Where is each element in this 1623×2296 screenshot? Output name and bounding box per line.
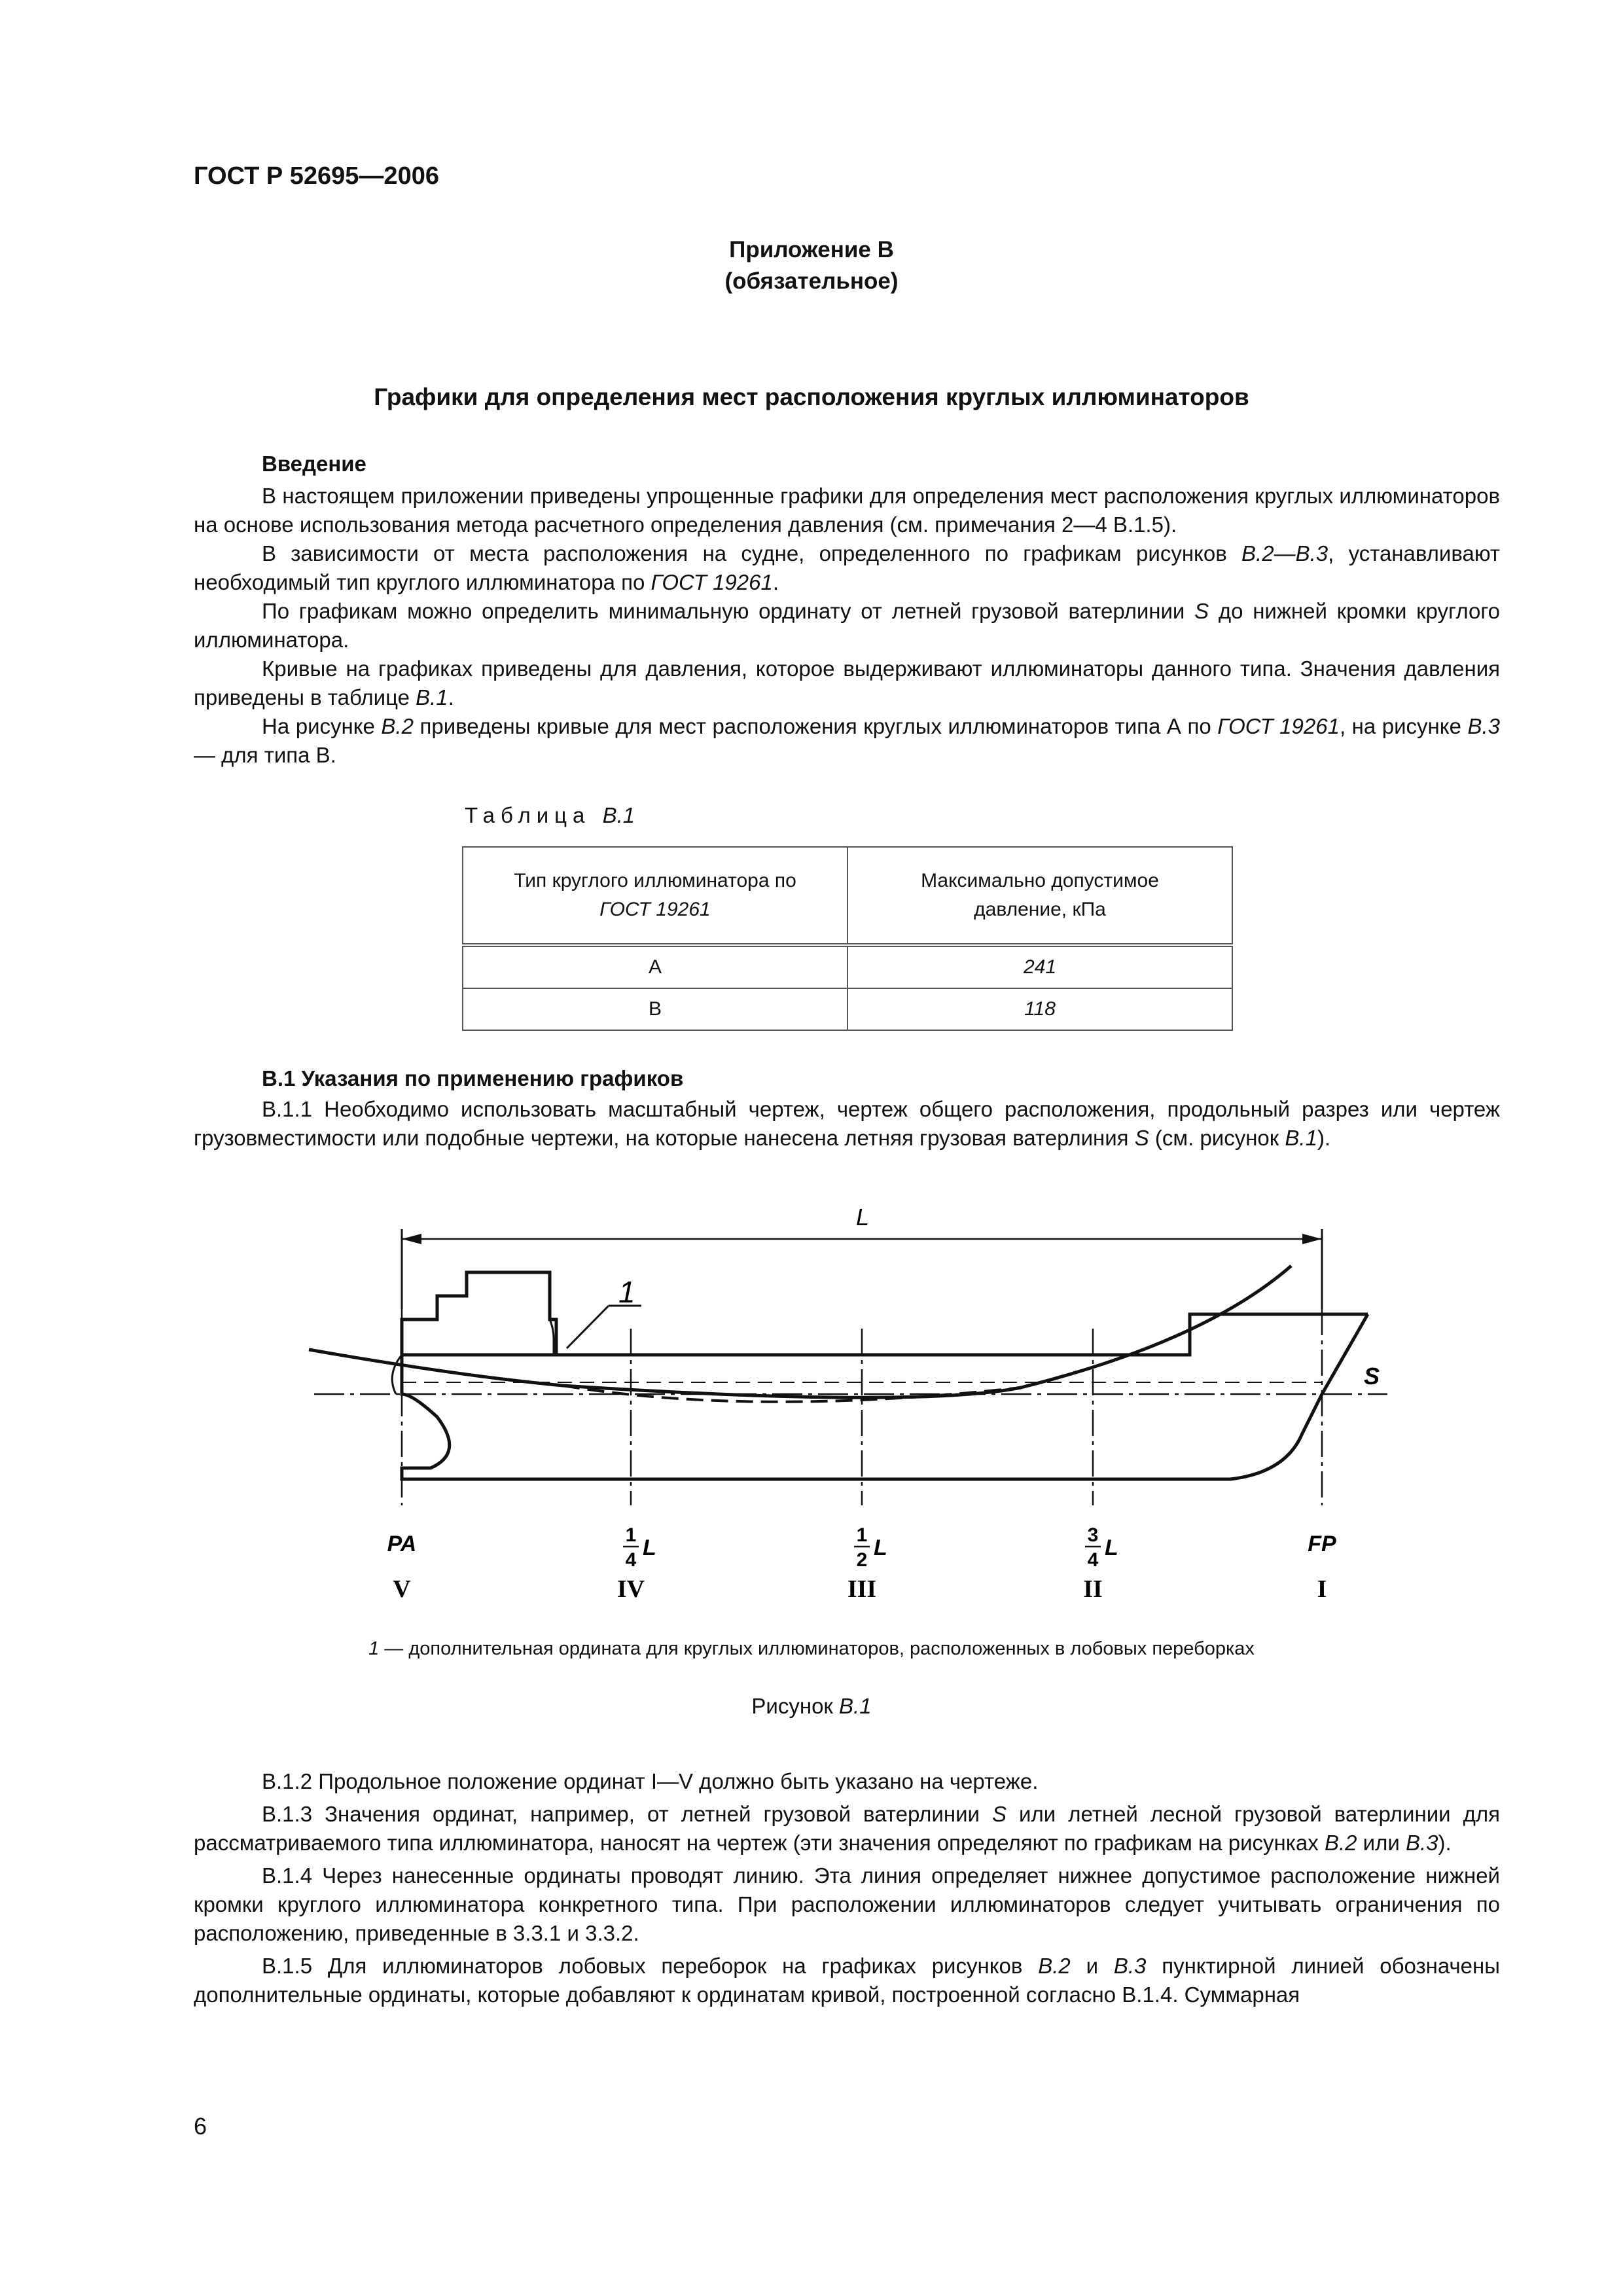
fraction-numerator: 1 (625, 1524, 637, 1546)
fraction-denominator: 4 (625, 1549, 637, 1571)
ordinate-roman-ii: II (1083, 1575, 1103, 1603)
superstructure-outline (402, 1272, 556, 1355)
paragraph-b1-4: В.1.4 Через нанесенные ординаты проводят линию. Эта линия определяет нижнее допустимое расположение нижней кромки круглого иллюминатора конкретного типа. При расположении иллюминаторов следует учитывать ограничения по расположению, приведенные в 3.3.1 и 3.3.2. (194, 1863, 1500, 1945)
appendix-label: Приложение В (729, 237, 894, 262)
length-label: L (855, 1204, 870, 1230)
paragraph-b1-2: В.1.2 Продольное положение ординат I—V должно быть указано на чертеже. (262, 1769, 1039, 1793)
intro-paragraph-4: Кривые на графиках приведены для давления, которое выдерживают иллюминаторы данного типа. Значения давления приведены в таблице В.1. (194, 656, 1500, 709)
fraction-variable: L (874, 1535, 887, 1560)
arrow-right-icon (1302, 1234, 1322, 1244)
table-cell-pressure: 241 (847, 945, 1232, 988)
ordinate-roman-v: V (393, 1575, 411, 1603)
table-caption: Таблица В.1 (465, 803, 635, 827)
table-header-type: Тип круглого иллюминатора по ГОСТ 19261 (463, 847, 847, 945)
pressure-table (462, 846, 1233, 1031)
waterline-label: S (1364, 1363, 1380, 1390)
intro-paragraph-3: По графикам можно определить минимальную ординату от летней грузовой ватерлинии S до нижней кромки круглого иллюминатора. (194, 599, 1500, 652)
fraction-variable: L (643, 1535, 656, 1560)
station-label-half (854, 1524, 887, 1571)
fraction-numerator: 1 (856, 1524, 868, 1546)
fraction-numerator: 3 (1087, 1524, 1099, 1546)
table-header-row (463, 847, 1232, 945)
station-label-quarter (623, 1524, 656, 1571)
intro-paragraph-2: В зависимости от места расположения на судне, определенного по графикам рисунков В.2—В.3, устанавливают необходимый тип круглого иллюминатора по ГОСТ 19261. (194, 541, 1500, 594)
figure-note: 1 — дополнительная ордината для круглых иллюминаторов, расположенных в лобовых переборках (368, 1638, 1255, 1659)
intro-heading: Введение (262, 452, 366, 476)
section-b1-heading: В.1 Указания по применению графиков (262, 1066, 684, 1090)
fraction-denominator: 4 (1087, 1549, 1099, 1571)
station-label-three-quarter (1085, 1524, 1118, 1571)
ordinate-curve (309, 1266, 1291, 1397)
deck-line (556, 1314, 1368, 1355)
section-b1-text (194, 1095, 1500, 1153)
fraction-denominator: 2 (856, 1549, 868, 1571)
paragraph-b1-1: В.1.1 Необходимо использовать масштабный чертеж, чертеж общего расположения, продольный разрез или чертеж грузовместимости или подобные чертежи, на которые нанесена летняя грузовая ватерлиния S (см. рисунок В.1). (194, 1097, 1500, 1150)
fraction-variable: L (1105, 1535, 1118, 1560)
appendix-status: (обязательное) (724, 268, 899, 294)
table-row (463, 945, 1232, 988)
table-cell-type: В (463, 988, 847, 1030)
section-b1-continued (194, 1767, 1500, 2009)
table-row (463, 988, 1232, 1030)
appendix-heading (0, 234, 1623, 297)
page-number: 6 (194, 2113, 207, 2140)
table-header-pressure: Максимально допустимое давление, кПа (847, 847, 1232, 945)
figure-caption: Рисунок В.1 (751, 1694, 872, 1718)
table-cell-type: А (463, 945, 847, 988)
intro-paragraph-5: На рисунке В.2 приведены кривые для мест расположения круглых иллюминаторов типа А по ГОСТ 19261, на рисунке В.3 — для типа В. (194, 714, 1500, 767)
arrow-left-icon (402, 1234, 421, 1244)
intro-text (194, 482, 1500, 770)
front-bulkhead (550, 1319, 554, 1355)
document-code-header: ГОСТ Р 52695—2006 (194, 162, 439, 190)
station-label-pa: PA (387, 1532, 417, 1556)
station-label-fp: FP (1308, 1532, 1336, 1556)
ordinate-roman-iv: IV (616, 1575, 645, 1603)
callout-number: 1 (618, 1275, 635, 1309)
table-cell-pressure: 118 (847, 988, 1232, 1030)
appendix-title: Графики для определения мест расположения круглых иллюминаторов (374, 384, 1249, 410)
ordinate-roman-i: I (1317, 1575, 1327, 1603)
paragraph-b1-5: В.1.5 Для иллюминаторов лобовых переборок на графиках рисунков В.2 и В.3 пунктирной линией обозначены дополнительные ординаты, которые добавляют к ординатам кривой, построенной согласно В.1.4. Суммарная (194, 1954, 1500, 2007)
paragraph-b1-3: В.1.3 Значения ординат, например, от летней грузовой ватерлинии S или летней лесной грузовой ватерлинии для рассматриваемого типа иллюминатора, наносят на чертеж (эти значения определяют по графикам на рисунках В.2 или В.3). (194, 1802, 1500, 1855)
callout-leader (567, 1306, 609, 1348)
intro-paragraph-1: В настоящем приложении приведены упрощенные графики для определения мест расположения круглых иллюминаторов на основе использования метода расчетного определения давления (см. примечания 2—4 В.1.5). (194, 484, 1500, 537)
ordinate-roman-iii: III (847, 1575, 877, 1603)
ship-diagram (0, 1198, 1623, 1617)
